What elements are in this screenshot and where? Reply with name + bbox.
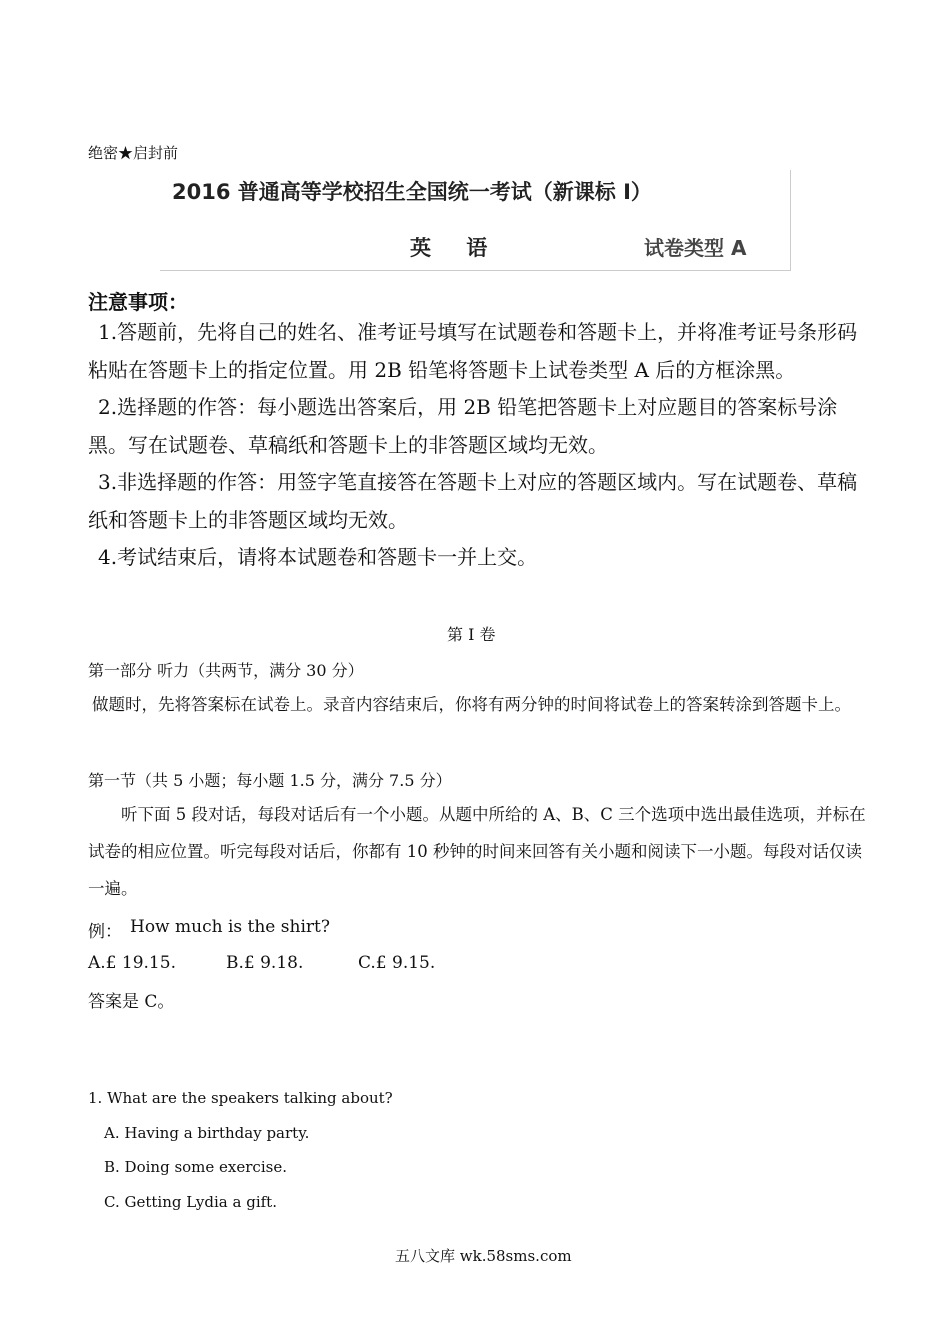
section1-title: 第一节（共 5 小题；每小题 1.5 分，满分 7.5 分） (88, 771, 452, 790)
exam-title: 2016 普通高等学校招生全国统一考试（新课标 I） (172, 180, 652, 204)
question-option-a: A. Having a birthday party. (104, 1124, 310, 1142)
part1-instruction: 做题时，先将答案标在试卷上。录音内容结束后，你将有两分钟的时间将试卷上的答案转涂到答题卡上。 (92, 695, 851, 714)
example-option-a: A.£ 19.15. (88, 953, 176, 973)
note-item: 3.非选择题的作答：用签字笔直接答在答题卡上对应的答题区域内。写在试题卷、草稿纸和答题卡上的非答题区域均无效。 (88, 470, 858, 532)
part1-title: 第一部分 听力（共两节，满分 30 分） (88, 661, 364, 680)
question-stem: 1. What are the speakers talking about? (88, 1089, 393, 1107)
secret-label: 绝密★启封前 (88, 144, 179, 162)
footer-watermark: 五八文库 wk.58sms.com (395, 1247, 572, 1265)
note-item: 1.答题前，先将自己的姓名、准考证号填写在试题卷和答题卡上，并将准考证号条形码粘贴在答题卡上的指定位置。用 2B 铅笔将答题卡上试卷类型 A 后的方框涂黑。 (88, 320, 858, 382)
subject-title: 英 语 (410, 236, 502, 260)
example-label: 例： (88, 922, 122, 942)
example-option-c: C.£ 9.15. (358, 953, 436, 973)
section1-instruction: 听下面 5 段对话，每段对话后有一个小题。从题中所给的 A、B、C 三个选项中选出最佳选项，并标在试卷的相应位置。听完每段对话后，你都有 10 秒钟的时间来回答有关小题和阅读下一小题。每段对话仅读一遍。 (88, 805, 866, 898)
example-question: How much is the shirt? (130, 917, 330, 937)
example-option-b: B.£ 9.18. (226, 953, 304, 973)
volume-heading: 第 I 卷 (447, 625, 496, 644)
notes-heading: 注意事项： (88, 290, 188, 314)
paper-type: 试卷类型 A (644, 236, 747, 260)
question-option-b: B. Doing some exercise. (104, 1158, 287, 1176)
note-item: 2.选择题的作答：每小题选出答案后，用 2B 铅笔把答题卡上对应题目的答案标号涂黑。写在试题卷、草稿纸和答题卡上的非答题区域均无效。 (88, 395, 838, 457)
notes-list (88, 314, 868, 577)
note-item: 4.考试结束后，请将本试题卷和答题卡一并上交。 (98, 545, 538, 569)
question-option-c: C. Getting Lydia a gift. (104, 1193, 277, 1211)
example-answer: 答案是 C。 (88, 992, 175, 1012)
